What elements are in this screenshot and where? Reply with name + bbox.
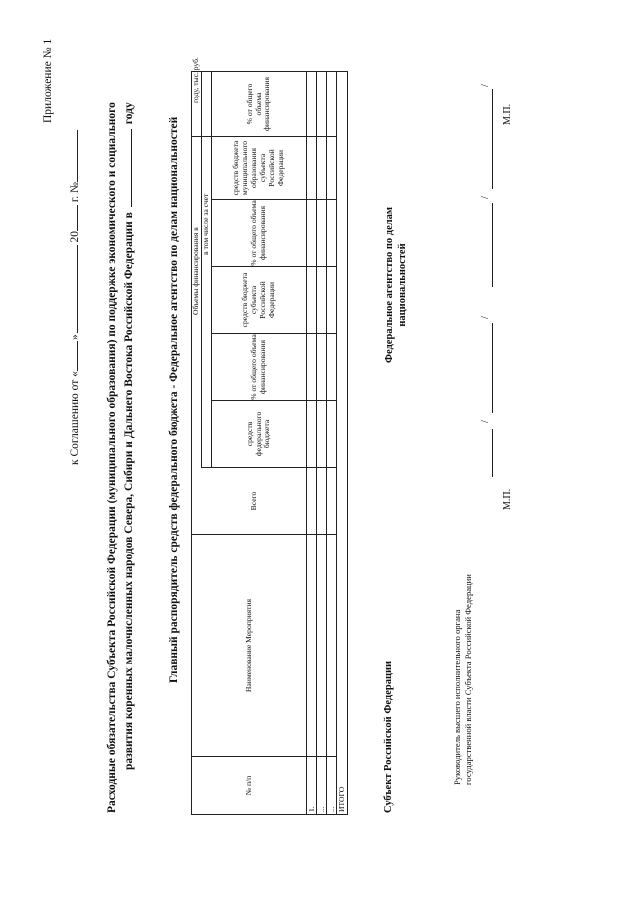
agency-signature-line	[480, 84, 494, 287]
head-line-1: Руководитель высшего исполнительного органа	[452, 609, 462, 785]
head-signatory	[452, 574, 474, 785]
row-number-1: 1.	[307, 806, 316, 812]
agreement-prefix: к Соглашению от «	[69, 371, 81, 465]
agreement-line	[67, 130, 81, 465]
subject-label: Субъект Российской Федерации	[383, 660, 394, 813]
appendix-label: Приложение № 1	[42, 38, 54, 123]
total-row-label: ИТОГО	[337, 786, 346, 812]
title-year-blank	[121, 129, 132, 207]
row-number-2: ...	[317, 806, 326, 812]
funding-table	[191, 57, 348, 815]
agreement-year-blank	[67, 205, 78, 231]
agency-signature-slash-end: /	[480, 84, 491, 87]
agreement-quote: »	[69, 334, 81, 341]
agency-label: Федеральное агентство по делам национальностей	[384, 206, 409, 364]
header-federal-budget: средств федерального бюджета	[244, 411, 272, 457]
header-funding-prefix: Объемы финансирования в	[191, 227, 200, 315]
agreement-day-blank	[67, 341, 78, 371]
agency-signature-slash: /	[480, 196, 491, 199]
header-number: № п/п	[243, 775, 253, 796]
title-line2-text: развития коренных малочисленных народов Севера, Сибири и Дальнего Востока Российской Федерации в	[123, 212, 135, 770]
document-title-line2	[121, 102, 135, 770]
row-number-3: ...	[327, 806, 336, 812]
header-including: в том числе за счет	[201, 193, 210, 255]
agreement-number-label: г. №	[69, 182, 81, 203]
title-line2-end: году	[123, 102, 135, 125]
header-funding-suffix: году, тыс. руб.	[191, 57, 200, 103]
header-subject-budget: средств бюджета субъекта Российской Федерации	[240, 272, 276, 328]
header-activity-name: Наименование Мероприятия	[243, 598, 253, 693]
header-municipal-budget: средств бюджета муниципального образования субъекта Российской Федерации	[231, 140, 285, 196]
subject-signature-slash: /	[480, 420, 491, 423]
subject-stamp-mark: М.П.	[502, 488, 513, 510]
head-line-2: государственной власти Субъекта Российской Федерации	[463, 574, 474, 785]
header-pct-municipal: % от общего объема финансирования	[244, 77, 272, 131]
subject-signature-line	[480, 297, 494, 477]
agreement-year: 20	[69, 231, 81, 243]
header-total: Всего	[248, 491, 258, 511]
header-pct-federal: % от общего объема финансирования	[249, 334, 267, 400]
header-pct-subject: % от общего объема финансирования	[249, 200, 267, 266]
subject-signature-slash-end: /	[480, 316, 491, 319]
agreement-month-blank	[67, 245, 78, 333]
agency-stamp-mark: М.П.	[502, 103, 513, 125]
agreement-number-blank	[67, 130, 78, 182]
document-subtitle: Главный распорядитель средств федерального бюджета - Федеральное агентство по делам национальностей	[168, 116, 180, 683]
document-title-line1: Расходные обязательства Субъекта Российской Федерации (муниципального образования) по поддержке экономического и социального	[106, 102, 118, 813]
